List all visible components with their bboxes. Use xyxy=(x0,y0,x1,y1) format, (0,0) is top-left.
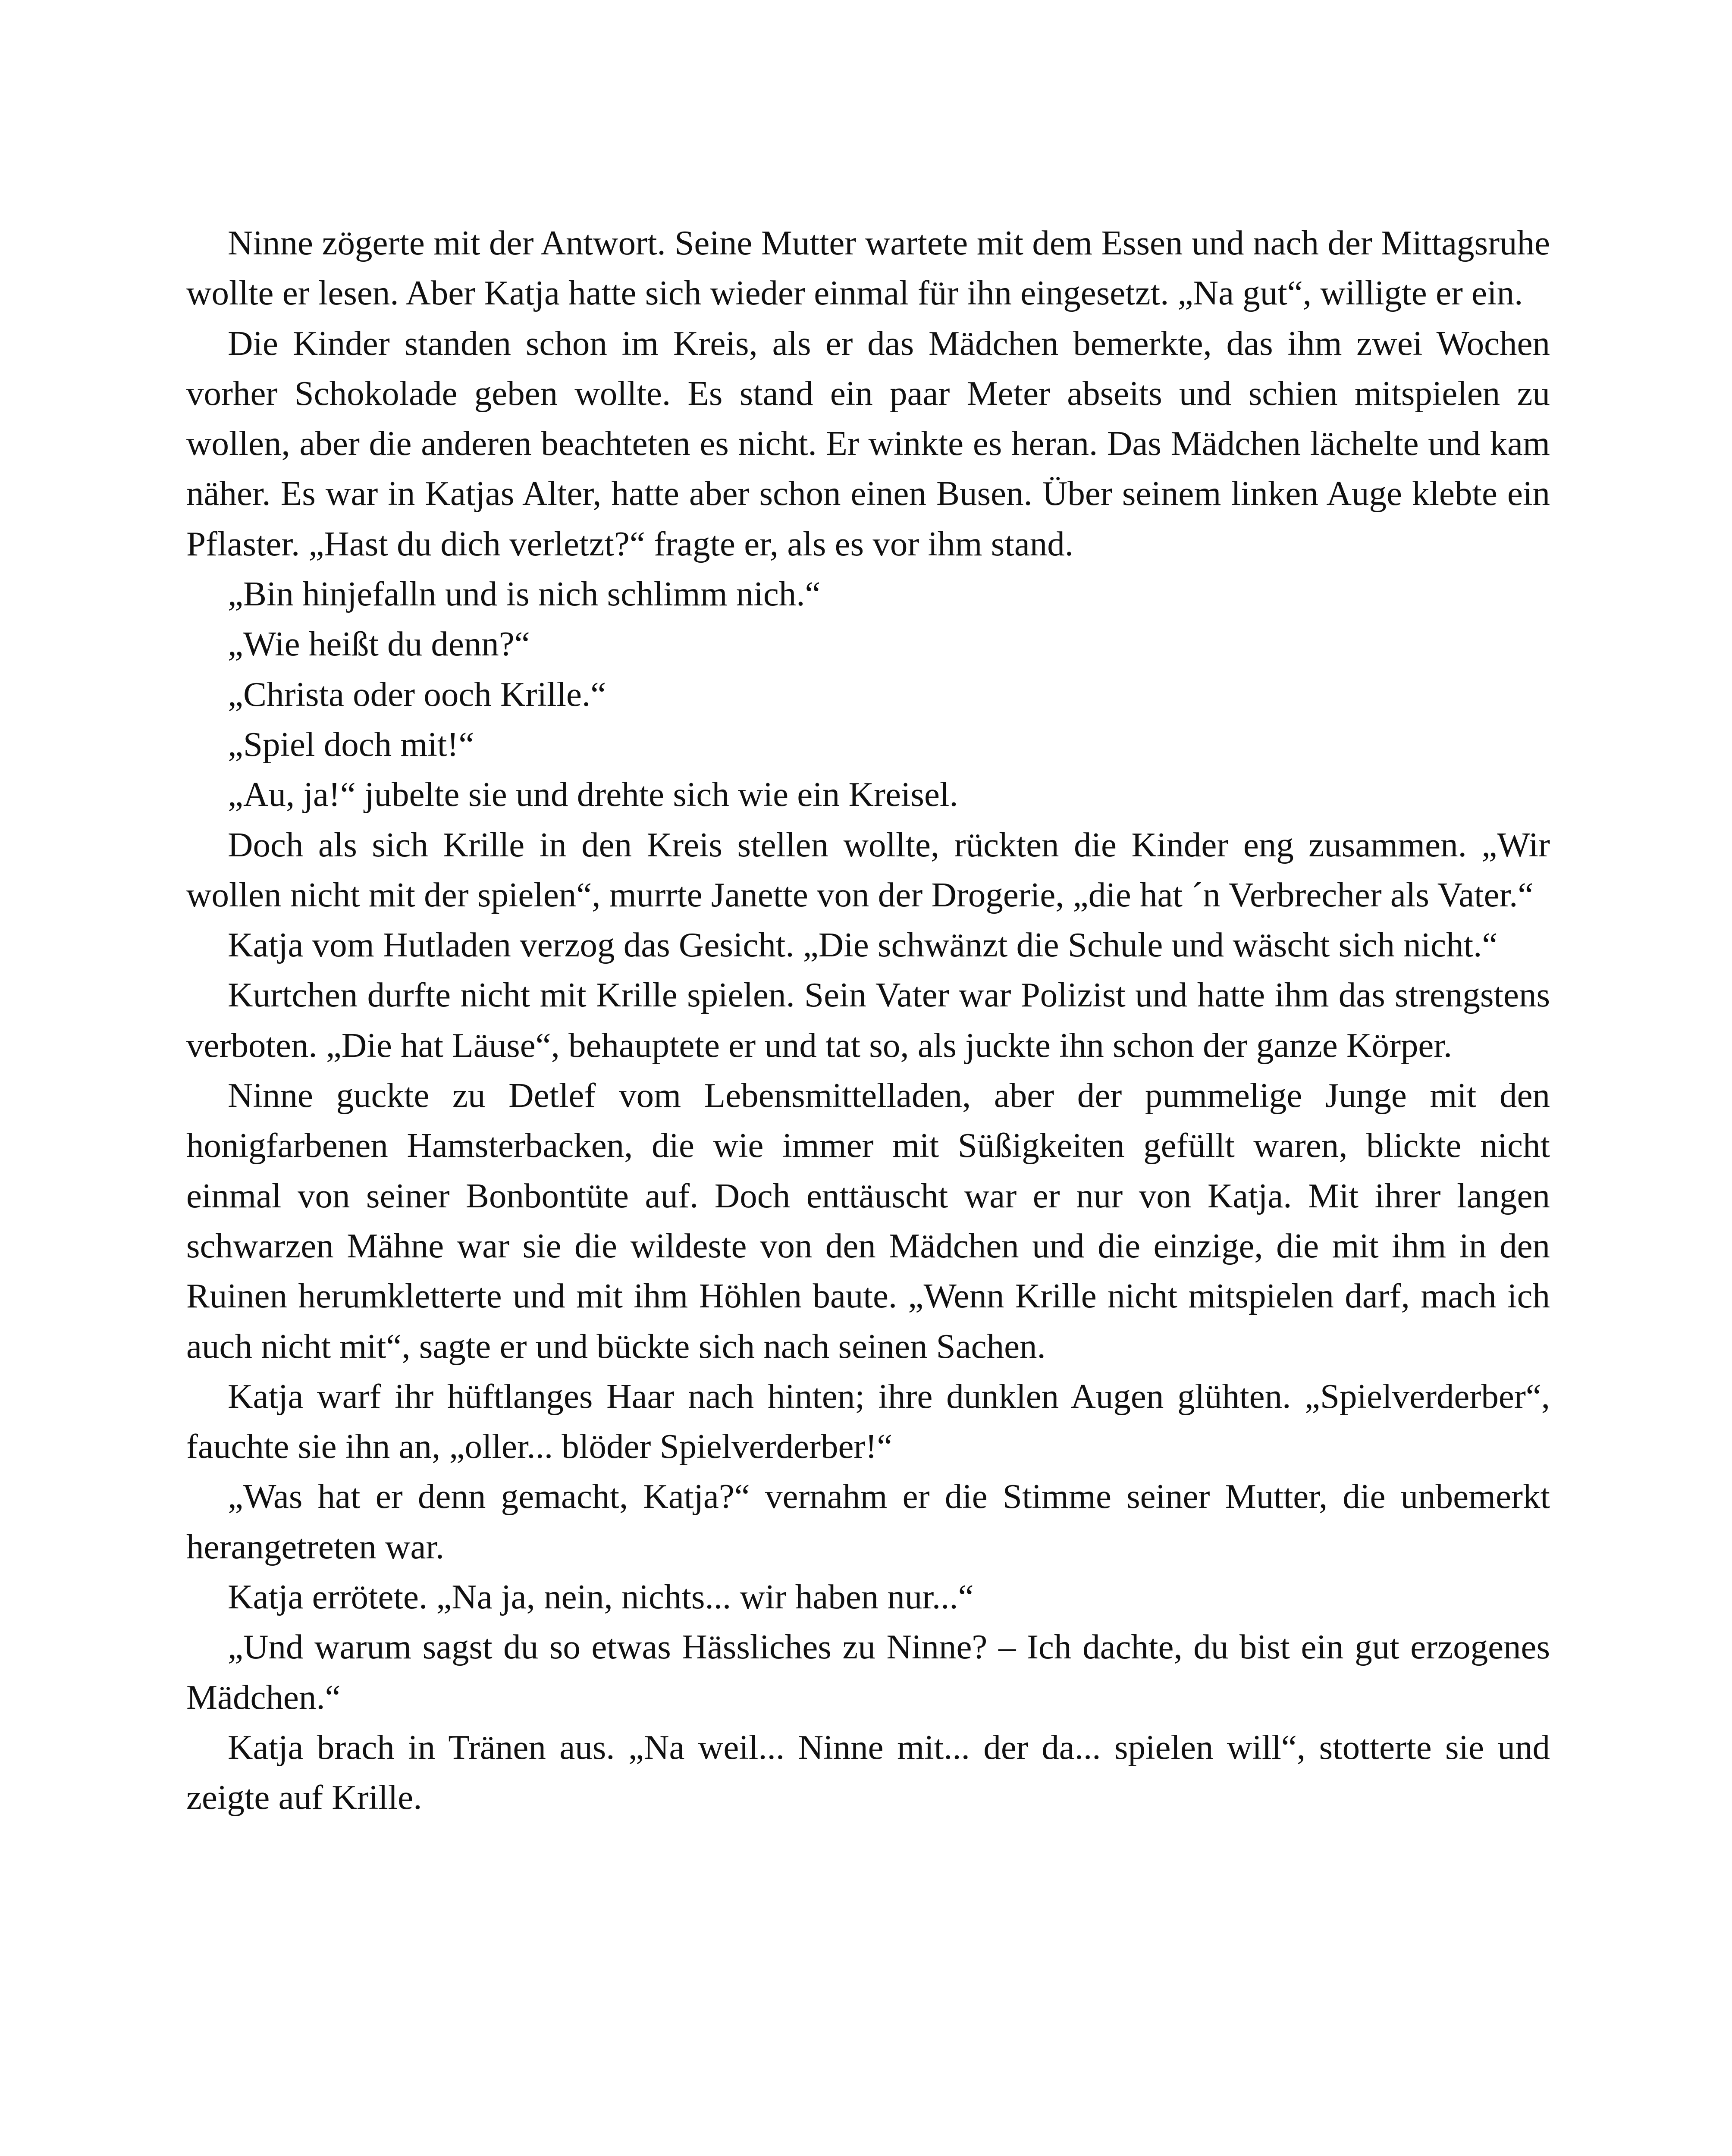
paragraph: „Au, ja!“ jubelte sie und drehte sich wie ein Kreisel. xyxy=(228,775,958,814)
paragraph: „Christa oder ooch Krille.“ xyxy=(228,674,606,714)
paragraph: Katja vom Hutladen verzog das Gesicht. „Die schwänzt die Schule und wäscht sich nicht.“ xyxy=(228,925,1498,965)
paragraph: Katja errötete. „Na ja, nein, nichts... wir haben nur...“ xyxy=(228,1577,974,1617)
paragraph: Doch als sich Krille in den Kreis stellen wollte, rückten die Kinder eng zusammen. „Wir wollen nicht mit der spielen“, murrte Janette von der Drogerie, „die hat ´n Verbrecher als Vater.“ xyxy=(186,825,1550,914)
paragraph: Katja warf ihr hüftlanges Haar nach hinten; ihre dunklen Augen glühten. „Spielverderber“, fauchte sie ihn an, „oller... blöder Spielverderber!“ xyxy=(186,1376,1550,1466)
paragraph: Die Kinder standen schon im Kreis, als er das Mädchen bemerkte, das ihm zwei Wochen vorher Schokolade geben wollte. Es stand ein paar Meter abseits und schien mitspielen zu wollen, aber die anderen beachteten es nicht. Er winkte es heran. Das Mädchen lächelte und kam näher. Es war in Katjas Alter, hatte aber schon einen Busen. Über seinem linken Auge klebte ein Pflaster. „Hast du dich verletzt?“ fragte er, als es vor ihm stand. xyxy=(186,323,1550,563)
body-text xyxy=(186,218,1550,1823)
paragraph: „Spiel doch mit!“ xyxy=(228,724,474,764)
paragraph: Ninne guckte zu Detlef vom Lebensmittelladen, aber der pummelige Junge mit den honigfarbenen Hamsterbacken, die wie immer mit Süßigkeiten gefüllt waren, blickte nicht einmal von seiner Bonbontüte auf. Doch enttäuscht war er nur von Katja. Mit ihrer langen schwarzen Mähne war sie die wildeste von den Mädchen und die einzige, die mit ihm in den Ruinen herumkletterte und mit ihm Höhlen baute. „Wenn Krille nicht mitspielen darf, mach ich auch nicht mit“, sagte er und bückte sich nach seinen Sachen. xyxy=(186,1076,1550,1366)
paragraph: „Wie heißt du denn?“ xyxy=(228,624,530,664)
paragraph: Ninne zögerte mit der Antwort. Seine Mutter wartete mit dem Essen und nach der Mittagsruhe wollte er lesen. Aber Katja hatte sich wieder einmal für ihn eingesetzt. „Na gut“, willigte er ein. xyxy=(186,223,1550,313)
paragraph: „Bin hinjefalln und is nich schlimm nich.“ xyxy=(228,574,821,614)
paragraph: „Und warum sagst du so etwas Hässliches zu Ninne? – Ich dachte, du bist ein gut erzogenes Mädchen.“ xyxy=(186,1627,1550,1717)
paragraph: „Was hat er denn gemacht, Katja?“ vernahm er die Stimme seiner Mutter, die unbemerkt herangetreten war. xyxy=(186,1477,1550,1566)
paragraph: Katja brach in Tränen aus. „Na weil... Ninne mit... der da... spielen will“, stotterte sie und zeigte auf Krille. xyxy=(186,1727,1550,1817)
paragraph: Kurtchen durfte nicht mit Krille spielen. Sein Vater war Polizist und hatte ihm das strengstens verboten. „Die hat Läuse“, behauptete er und tat so, als juckte ihn schon der ganze Körper. xyxy=(186,975,1550,1065)
